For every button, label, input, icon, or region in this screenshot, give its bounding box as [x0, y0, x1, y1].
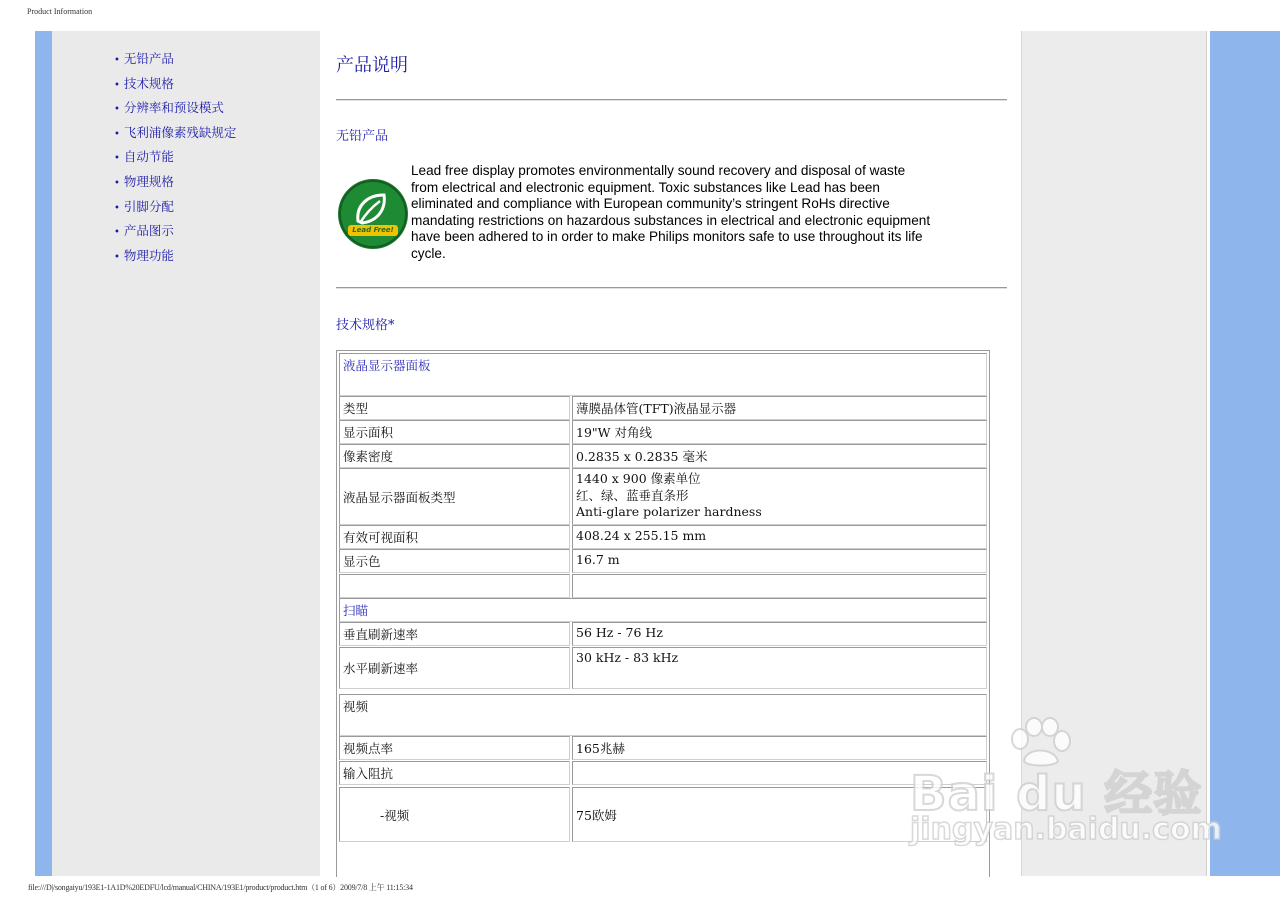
nav-item-specs[interactable]: • 技术规格 — [114, 75, 174, 91]
panel-type-label — [339, 468, 570, 525]
video-header: 视频 — [339, 694, 987, 736]
empty-cell — [339, 574, 570, 598]
leaf-icon — [338, 179, 408, 249]
panel-type-value-line: 红、绿、蓝垂直条形 — [576, 487, 689, 503]
type-value: 薄膜晶体管(TFT)液晶显示器 — [572, 396, 987, 420]
colors-label: 显示色 — [339, 549, 570, 573]
viewable-label: 有效可视面积 — [339, 525, 570, 549]
hrefresh-label-text: 水平刷新速率 — [343, 661, 419, 676]
pitch-value: 0.2835 x 0.2835 毫米 — [572, 444, 987, 468]
lead-free-section-title: 无铅产品 — [336, 129, 389, 144]
lead-free-logo — [338, 179, 408, 249]
watermark-url: jingyan.baidu.com — [910, 812, 1222, 847]
lead-free-description: Lead free display promotes environmentally sound recovery and disposal of waste from electrical and electronic equipment. Toxic substances like Lead has been eliminated and compliance with European community’s stringent RoHs directive mandating restrictions on hazardous substances in electrical and electronic equipment have been adhered to in order to make Philips monitors safe to use throughout its life cycle. — [411, 163, 931, 261]
empty-cell — [572, 574, 987, 598]
page-title: 产品说明 — [336, 55, 408, 76]
vrefresh-label: 垂直刷新速率 — [339, 622, 570, 646]
right-blue-border — [1210, 31, 1280, 876]
area-label: 显示面积 — [339, 420, 570, 444]
left-blue-border — [35, 31, 52, 876]
panel-type-value — [572, 468, 987, 525]
lead-free-logo-text: Lead Free! — [352, 226, 394, 234]
type-label: 类型 — [339, 396, 570, 420]
video-sub-value-text: 75欧姆 — [576, 807, 617, 823]
lcd-panel-header: 液晶显示器面板 — [339, 353, 987, 396]
nav-item-resolution[interactable]: • 分辨率和预设模式 — [114, 100, 224, 116]
nav-item-physical-function[interactable]: • 物理功能 — [114, 247, 174, 263]
divider — [336, 287, 1007, 289]
page-footer: file:///D|/songaiyu/193E1-1A1D%20EDFU/lcd/manual/CHINA/193E1/product/product.htm（1 of 6）2009/7/8 上午 11:15:34 — [28, 883, 413, 892]
divider — [336, 99, 1007, 101]
baidu-watermark — [905, 715, 1222, 855]
nav-item-lead-free[interactable]: • 无铅产品 — [114, 51, 174, 66]
specs-table — [336, 350, 990, 877]
dotrate-label: 视频点率 — [339, 736, 570, 760]
video-sub-label — [339, 787, 570, 842]
colors-value: 16.7 m — [572, 549, 987, 573]
area-value: 19"W 对角线 — [572, 420, 987, 444]
impedance-label: 输入阻抗 — [339, 761, 570, 785]
hrefresh-label — [339, 647, 570, 689]
nav-item-power-saving[interactable]: • 自动节能 — [114, 149, 174, 165]
viewable-value: 408.24 x 255.15 mm — [572, 525, 987, 549]
video-sub-label-text: -视频 — [380, 807, 410, 823]
nav-item-physical-specs[interactable]: • 物理规格 — [114, 173, 174, 189]
panel-type-value-line: Anti-glare polarizer hardness — [576, 504, 762, 519]
scan-header: 扫瞄 — [339, 598, 987, 622]
pitch-label: 像素密度 — [339, 444, 570, 468]
hrefresh-value: 30 kHz - 83 kHz — [572, 647, 987, 689]
nav-item-pin-assignment[interactable]: • 引脚分配 — [114, 198, 174, 214]
dotrate-value: 165兆赫 — [572, 736, 987, 760]
watermark-brand: Bai du 经验 — [910, 766, 1203, 822]
nav-item-pixel-policy[interactable]: • 飞利浦像素残缺规定 — [114, 124, 237, 140]
specs-section-title: 技术规格* — [336, 318, 395, 333]
panel-type-value-line: 1440 x 900 像素单位 — [576, 471, 701, 486]
sidebar — [52, 31, 320, 876]
page-header-label: Product Information — [27, 7, 93, 16]
vrefresh-value: 56 Hz - 76 Hz — [572, 622, 987, 646]
panel-type-label-text: 液晶显示器面板类型 — [343, 489, 456, 505]
nav-item-product-views[interactable]: • 产品图示 — [114, 223, 174, 239]
sidebar-nav — [114, 49, 236, 270]
